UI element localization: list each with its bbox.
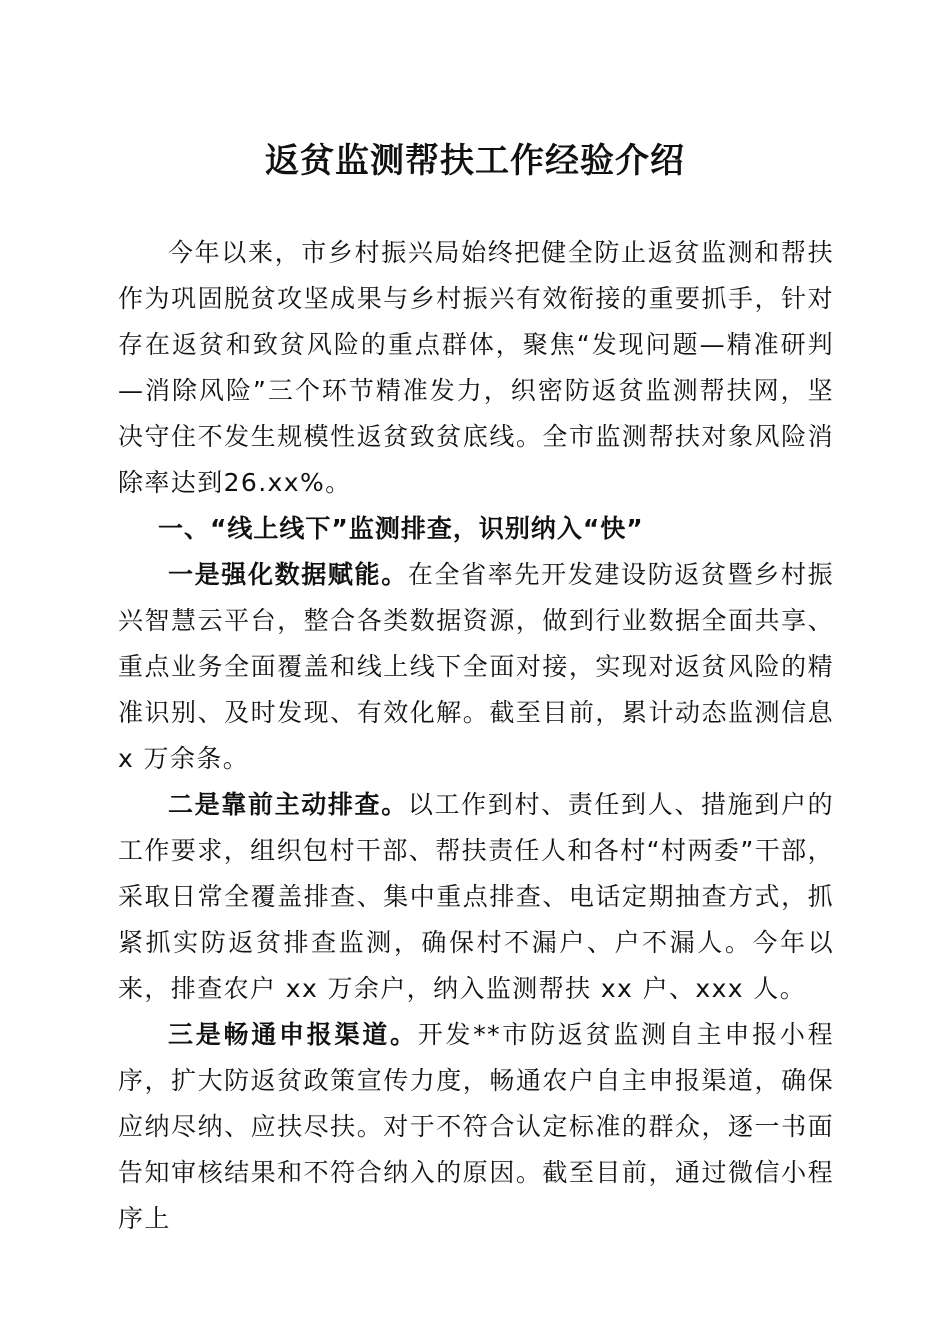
paragraph-1-text: 在全省率先开发建设防返贫暨乡村振兴智慧云平台，整合各类数据资源，做到行业数据全面共享、重点业务全面覆盖和线上线下全面对接，实现对返贫风险的精准识别、及时发现、有效化解。截至目前，累计动态监测信息 x 万余条。	[118, 560, 835, 773]
paragraph-2	[118, 782, 834, 1012]
paragraph-1-lead: 一是强化数据赋能。	[168, 560, 408, 589]
paragraph-3-lead: 三是畅通申报渠道。	[168, 1020, 418, 1049]
paragraph-1	[118, 552, 834, 782]
paragraph-3	[118, 1012, 834, 1242]
document-title: 返贫监测帮扶工作经验介绍	[265, 141, 685, 181]
paragraph-3-text: 开发**市防返贫监测自主申报小程序，扩大防返贫政策宣传力度，畅通农户自主申报渠道，确保应纳尽纳、应扶尽扶。对于不符合认定标准的群众，逐一书面告知审核结果和不符合纳入的原因。截至目前，通过微信小程序上	[118, 1020, 834, 1233]
paragraph-2-text: 以工作到村、责任到人、措施到户的工作要求，组织包村干部、帮扶责任人和各村“村两委”干部，采取日常全覆盖排查、集中重点排查、电话定期抽查方式，抓紧抓实防返贫排查监测，确保村不漏户、户不漏人。今年以来，排查农户 xx 万余户，纳入监测帮扶 xx 户、xxx 人。	[118, 790, 835, 1003]
intro-paragraph: 今年以来，市乡村振兴局始终把健全防止返贫监测和帮扶作为巩固脱贫攻坚成果与乡村振兴有效衔接的重要抓手，针对存在返贫和致贫风险的重点群体，聚焦“发现问题—精准研判—消除风险”三个环节精准发力，织密防返贫监测帮扶网，坚决守住不发生规模性返贫致贫底线。全市监测帮扶对象风险消除率达到26.xx%。	[118, 238, 834, 497]
paragraph-2-lead: 二是靠前主动排查。	[168, 790, 408, 819]
section-heading-1: 一、“线上线下”监测排查，识别纳入“快”	[158, 514, 644, 543]
document-body	[118, 230, 834, 1242]
